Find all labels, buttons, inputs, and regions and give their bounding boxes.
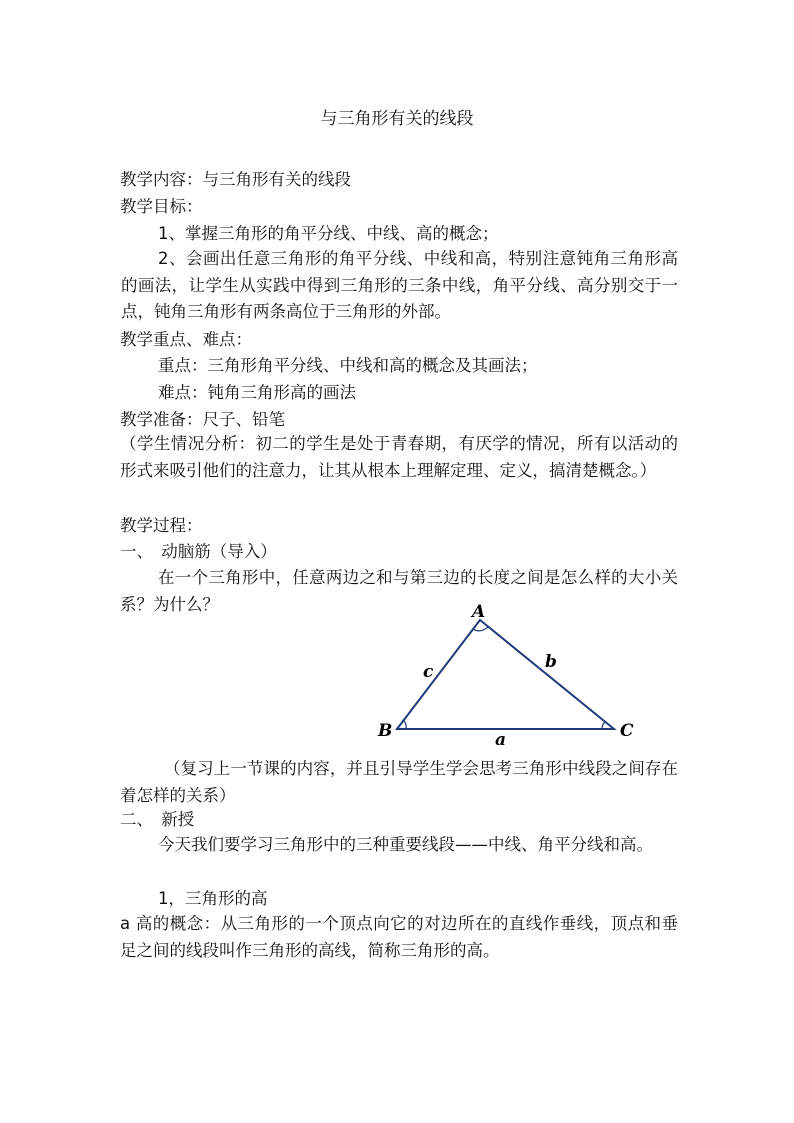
subsection-height: 1，三角形的高 — [158, 889, 268, 908]
vertex-c-label: C — [620, 721, 634, 741]
side-a-label: a — [495, 730, 507, 746]
vertex-a-label: A — [472, 602, 486, 622]
key-difficult-heading: 教学重点、难点： — [120, 330, 252, 349]
section-1-heading: 一、 动脑筋（导入） — [120, 542, 277, 561]
height-concept: a 高的概念：从三角形的一个顶点向它的对边所在的直线作垂线，顶点和垂足之间的线段叫作三角形的高线，简称三角形的高。 — [120, 914, 678, 960]
triangle-diagram — [370, 598, 650, 746]
teaching-content: 教学内容：与三角形有关的线段 — [120, 170, 351, 189]
section-2-heading: 二、 新授 — [120, 810, 195, 829]
teaching-prep: 教学准备：尺子、铅笔 — [120, 410, 285, 429]
vertex-b-label: B — [378, 721, 393, 741]
process-heading: 教学过程： — [120, 516, 203, 535]
review-note: （复习上一节课的内容，并且引导学生学会思考三角形中线段之间存在着怎样的关系） — [120, 759, 678, 805]
side-c-label: c — [423, 662, 434, 682]
goal-1: 1、掌握三角形的角平分线、中线、高的概念； — [158, 224, 499, 243]
goal-2 — [121, 246, 678, 326]
today-intro: 今天我们要学习三角形中的三种重要线段——中线、角平分线和高。 — [158, 835, 653, 854]
key-point: 重点：三角形角平分线、中线和高的概念及其画法； — [158, 356, 538, 375]
student-analysis: （学生情况分析：初二的学生是处于青春期，有厌学的情况，所有以活动的形式来吸引他们的注意力，让其从根本上理解定理、定义，搞清楚概念。） — [120, 434, 678, 480]
goal-2-text: 2、会画出任意三角形的角平分线、中线和高，特别注意钝角三角形高的画法，让学生从实践中得到三角形的三条中线，角平分线、高分别交于一点，钝角三角形有两条高位于三角形的外部。 — [121, 249, 678, 321]
goals-heading: 教学目标： — [120, 197, 203, 216]
page-title: 与三角形有关的线段 — [320, 109, 474, 129]
side-b-label: b — [545, 652, 557, 672]
question-paragraph: 在一个三角形中，任意两边之和与第三边的长度之间是怎么样的大小关系？为什么？ — [120, 568, 678, 614]
difficult-point: 难点：钝角三角形高的画法 — [158, 383, 356, 402]
